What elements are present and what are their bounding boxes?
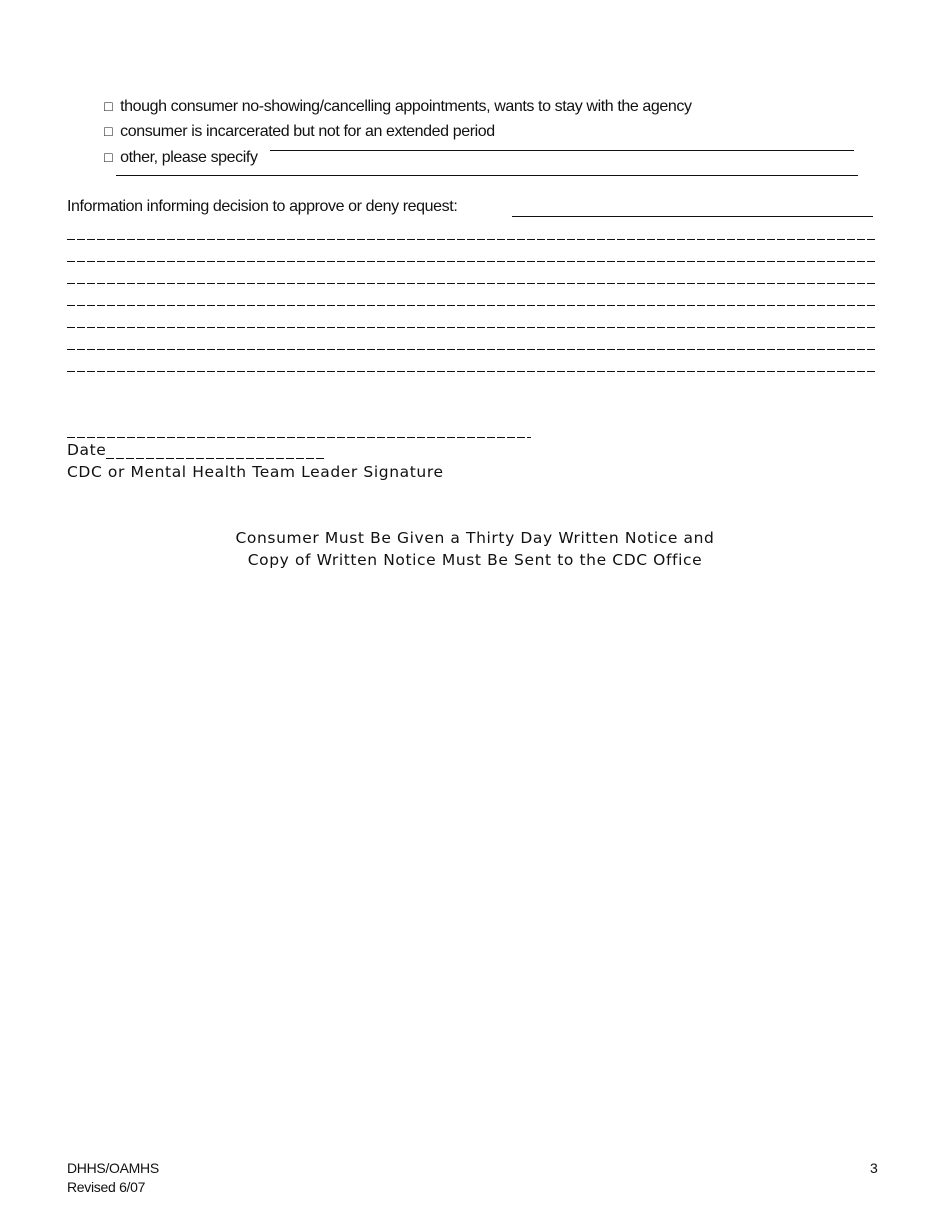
signature-line[interactable] xyxy=(67,437,531,438)
date-line[interactable] xyxy=(106,458,326,459)
date-label: Date xyxy=(67,441,107,459)
checkbox-icon[interactable]: □ xyxy=(104,98,113,114)
other-specify-line-2[interactable] xyxy=(116,175,858,176)
info-label: Information informing decision to approve or deny request: xyxy=(67,198,458,215)
info-line[interactable] xyxy=(67,327,877,328)
checkbox-label: other, please specify xyxy=(120,149,258,166)
checkbox-icon[interactable]: □ xyxy=(104,123,113,139)
notice-line-2: Copy of Written Notice Must Be Sent to the CDC Office xyxy=(247,551,703,569)
footer-revised: Revised 6/07 xyxy=(67,1179,146,1195)
info-line[interactable] xyxy=(67,261,877,262)
checkbox-item-other[interactable] xyxy=(96,131,258,167)
signature-label: CDC or Mental Health Team Leader Signature xyxy=(67,463,444,481)
info-line-first[interactable] xyxy=(512,216,873,217)
info-line[interactable] xyxy=(67,239,877,240)
notice-line-1: Consumer Must Be Given a Thirty Day Written Notice and xyxy=(235,529,715,547)
info-line[interactable] xyxy=(67,349,877,350)
info-line[interactable] xyxy=(67,305,877,306)
footer-org: DHHS/OAMHS xyxy=(67,1160,159,1176)
checkbox-icon[interactable]: □ xyxy=(104,149,113,165)
checkbox-label: though consumer no-showing/cancelling appointments, wants to stay with the agency xyxy=(120,98,692,115)
checkbox-label: consumer is incarcerated but not for an extended period xyxy=(120,123,495,140)
info-line[interactable] xyxy=(67,283,877,284)
info-line[interactable] xyxy=(67,371,877,372)
other-specify-line[interactable] xyxy=(270,150,854,151)
page-number: 3 xyxy=(870,1160,878,1176)
